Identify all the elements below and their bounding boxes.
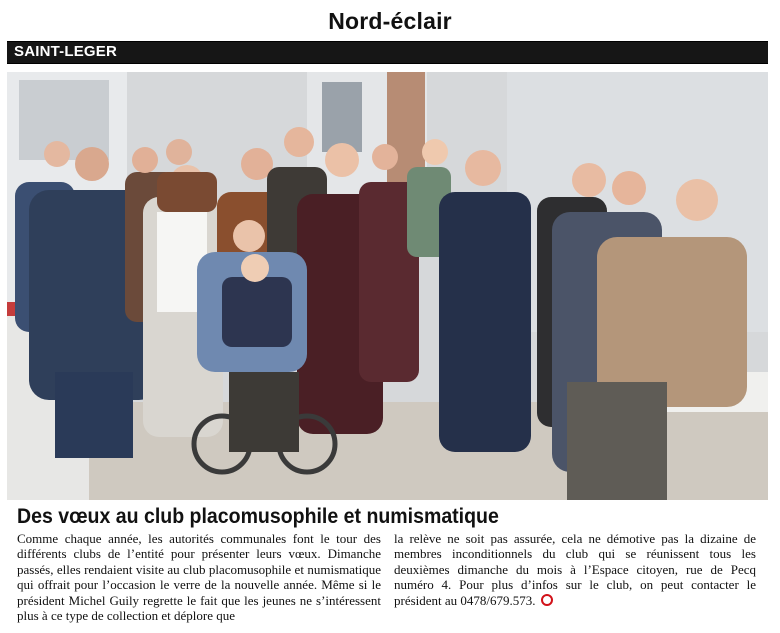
section-label: SAINT-LEGER xyxy=(14,43,118,60)
newspaper-masthead: Nord-éclair xyxy=(328,8,452,34)
article-column-1-text: Comme chaque année, les autorités communales font le tour des différents clubs de l’entité pour présenter leurs vœux. Dimanche passés, elles rendaient visite au club placomusophile et numismatique qui offrait pour l’occasion le verre de la nouvelle année. Même si le président Michel Guily regrette le fait que les jeunes ne s’intéressent plus à ce type de collection et déplore que xyxy=(17,531,381,624)
article-photo xyxy=(7,72,768,500)
article-headline: Des vœux au club placomusophile et numismatique xyxy=(17,505,499,528)
group-photo-illustration xyxy=(7,72,768,500)
article-column-1 xyxy=(17,531,381,623)
section-bar xyxy=(7,41,768,64)
article-column-2-text: la relève ne soit pas assurée, cela ne démotive pas la dizaine de membres inconditionnels du club qui se réunissent tous les deuxièmes dimanche du mois à l’Espace citoyen, rue de Pecq numéro 4. Pour plus d’infos sur le club, on peut contacter le président au 0478/679.573. xyxy=(394,531,756,608)
end-of-article-icon xyxy=(541,594,553,606)
article-column-2 xyxy=(394,531,756,608)
